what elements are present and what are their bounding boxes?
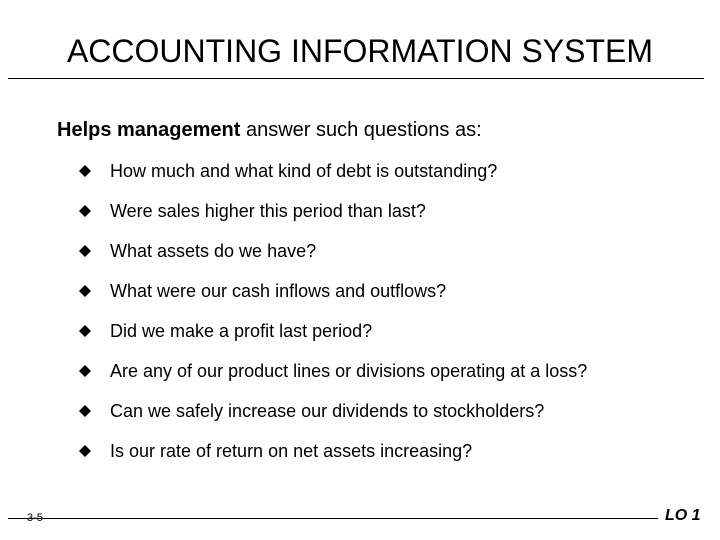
intro-bold-text: Helps management (57, 119, 241, 141)
question-text: Are any of our product lines or divisions operating at a loss? (110, 361, 588, 381)
question-text: Did we make a profit last period? (110, 321, 373, 341)
diamond-bullet-icon (79, 445, 91, 457)
question-text: Is our rate of return on net assets increasing? (110, 441, 473, 461)
question-text: Can we safely increase our dividends to stockholders? (110, 401, 545, 421)
question-item (75, 156, 587, 196)
diamond-bullet-icon (79, 365, 91, 377)
title-divider (8, 78, 704, 79)
question-item (75, 196, 587, 236)
question-list (75, 156, 587, 476)
question-text: What were our cash inflows and outflows? (110, 281, 447, 301)
diamond-bullet-icon (79, 405, 91, 417)
slide-title: ACCOUNTING INFORMATION SYSTEM (66, 33, 654, 69)
question-item (75, 316, 587, 356)
footer-divider (8, 518, 658, 519)
intro-text (57, 117, 482, 143)
question-item (75, 236, 587, 276)
diamond-bullet-icon (79, 165, 91, 177)
slide-number: 3-5 (27, 512, 43, 524)
question-text: How much and what kind of debt is outstanding? (110, 161, 498, 181)
intro-rest-text: answer such questions as: (240, 119, 482, 141)
question-item (75, 396, 587, 436)
diamond-bullet-icon (79, 285, 91, 297)
learning-objective-label: LO 1 (665, 507, 701, 524)
question-text: What assets do we have? (110, 241, 317, 261)
question-item (75, 356, 587, 396)
question-text: Were sales higher this period than last? (110, 201, 426, 221)
diamond-bullet-icon (79, 205, 91, 217)
diamond-bullet-icon (79, 245, 91, 257)
question-item (75, 276, 587, 316)
question-item (75, 436, 587, 476)
diamond-bullet-icon (79, 325, 91, 337)
